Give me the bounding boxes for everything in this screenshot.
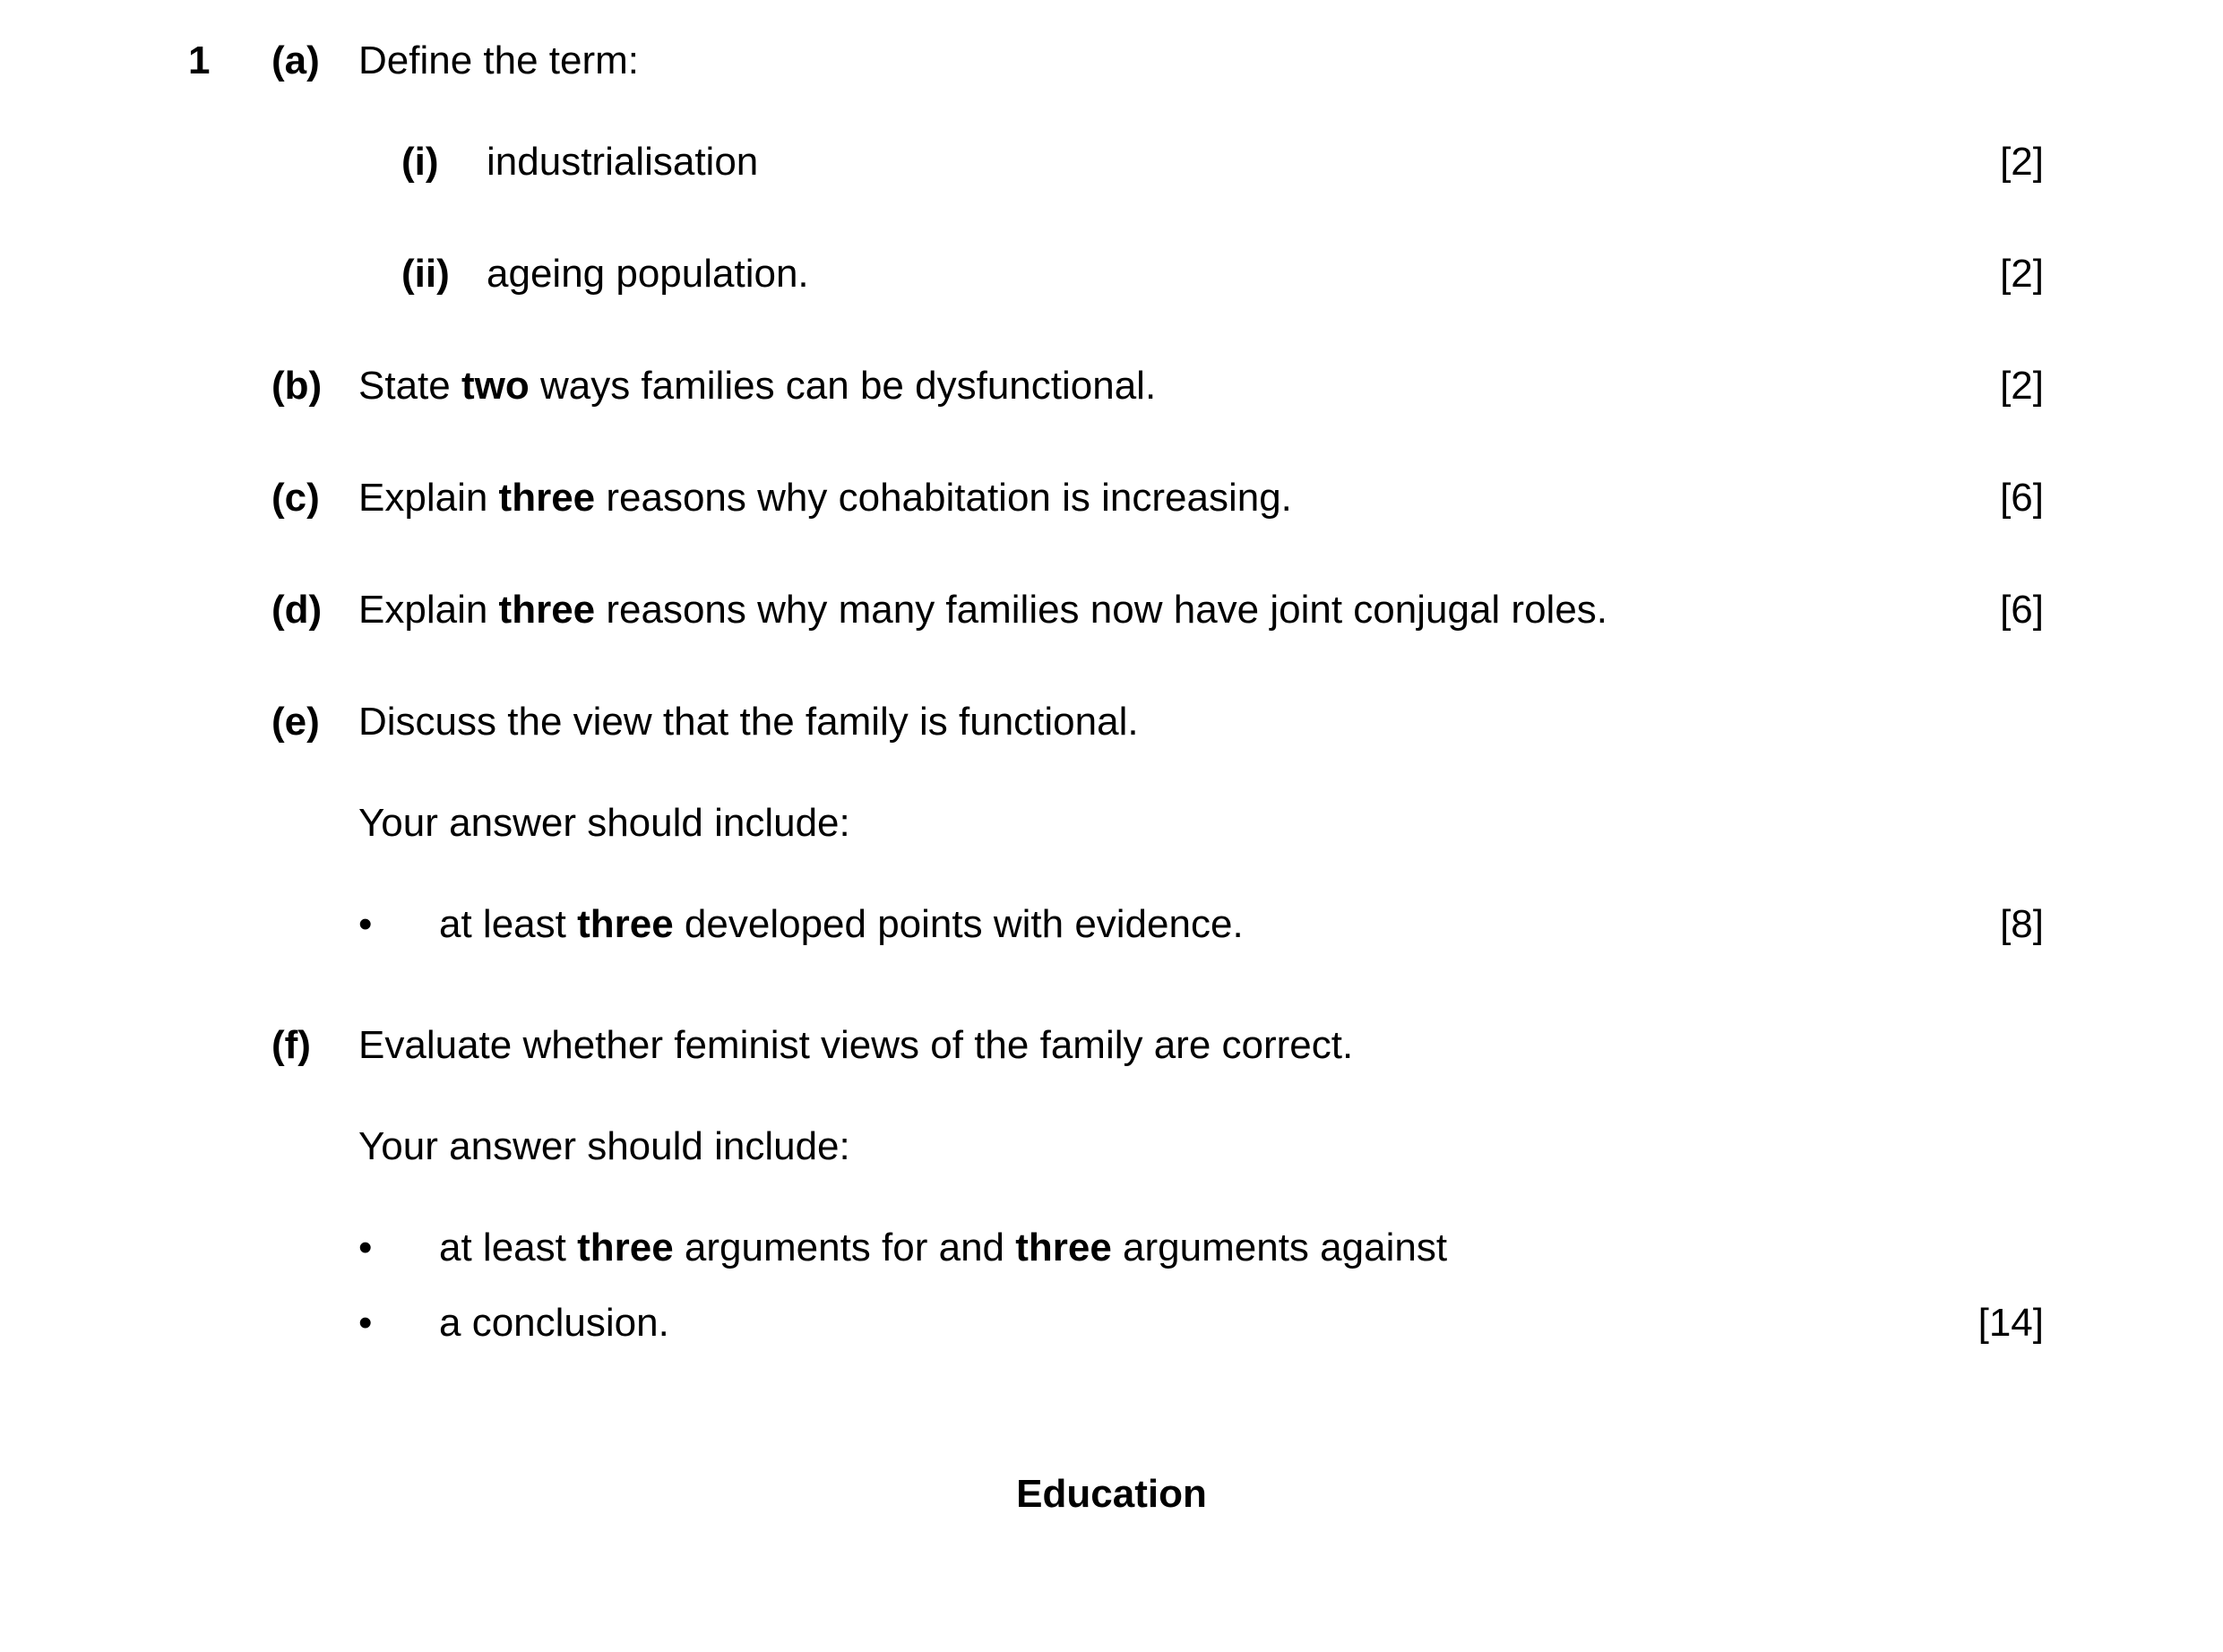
section-heading: Education (1016, 1472, 1207, 1516)
part-c-marks: [6] (2000, 476, 2044, 520)
part-e-text: Discuss the view that the family is functional. (358, 700, 1139, 744)
part-f-bullet1-text: at least three arguments for and three arguments against (439, 1226, 1448, 1269)
part-f-bullet2-symbol: • (358, 1301, 373, 1345)
part-e-marks: [8] (2000, 902, 2044, 946)
part-a-ii-text: ageing population. (487, 252, 809, 296)
part-e-include: Your answer should include: (358, 801, 850, 845)
part-f-bullet2-text: a conclusion. (439, 1301, 669, 1345)
part-a-text: Define the term: (358, 39, 640, 82)
part-a-ii-marks: [2] (2000, 252, 2044, 296)
part-d-text: Explain three reasons why many families now have joint conjugal roles. (358, 588, 1608, 632)
part-e-bullet-text: at least three developed points with evidence. (439, 902, 1244, 946)
part-f-marks: [14] (1977, 1301, 2044, 1345)
part-f-bullet1-symbol: • (358, 1226, 373, 1269)
part-a-label: (a) (271, 39, 320, 82)
part-e-label: (e) (271, 700, 320, 744)
part-d-marks: [6] (2000, 588, 2044, 632)
part-e-bullet-symbol: • (358, 902, 373, 946)
part-f-text: Evaluate whether feminist views of the family are correct. (358, 1023, 1354, 1067)
part-c-text: Explain three reasons why cohabitation is increasing. (358, 476, 1292, 520)
part-a-i-text: industrialisation (487, 140, 759, 184)
part-a-i-marks: [2] (2000, 140, 2044, 184)
part-b-label: (b) (271, 364, 323, 408)
part-a-i-label: (i) (401, 140, 439, 184)
part-c-label: (c) (271, 476, 320, 520)
question-number: 1 (188, 39, 211, 82)
part-a-ii-label: (ii) (401, 252, 450, 296)
part-d-label: (d) (271, 588, 323, 632)
part-b-marks: [2] (2000, 364, 2044, 408)
part-f-label: (f) (271, 1023, 311, 1067)
part-f-include: Your answer should include: (358, 1124, 850, 1168)
part-b-text: State two ways families can be dysfunctional. (358, 364, 1157, 408)
